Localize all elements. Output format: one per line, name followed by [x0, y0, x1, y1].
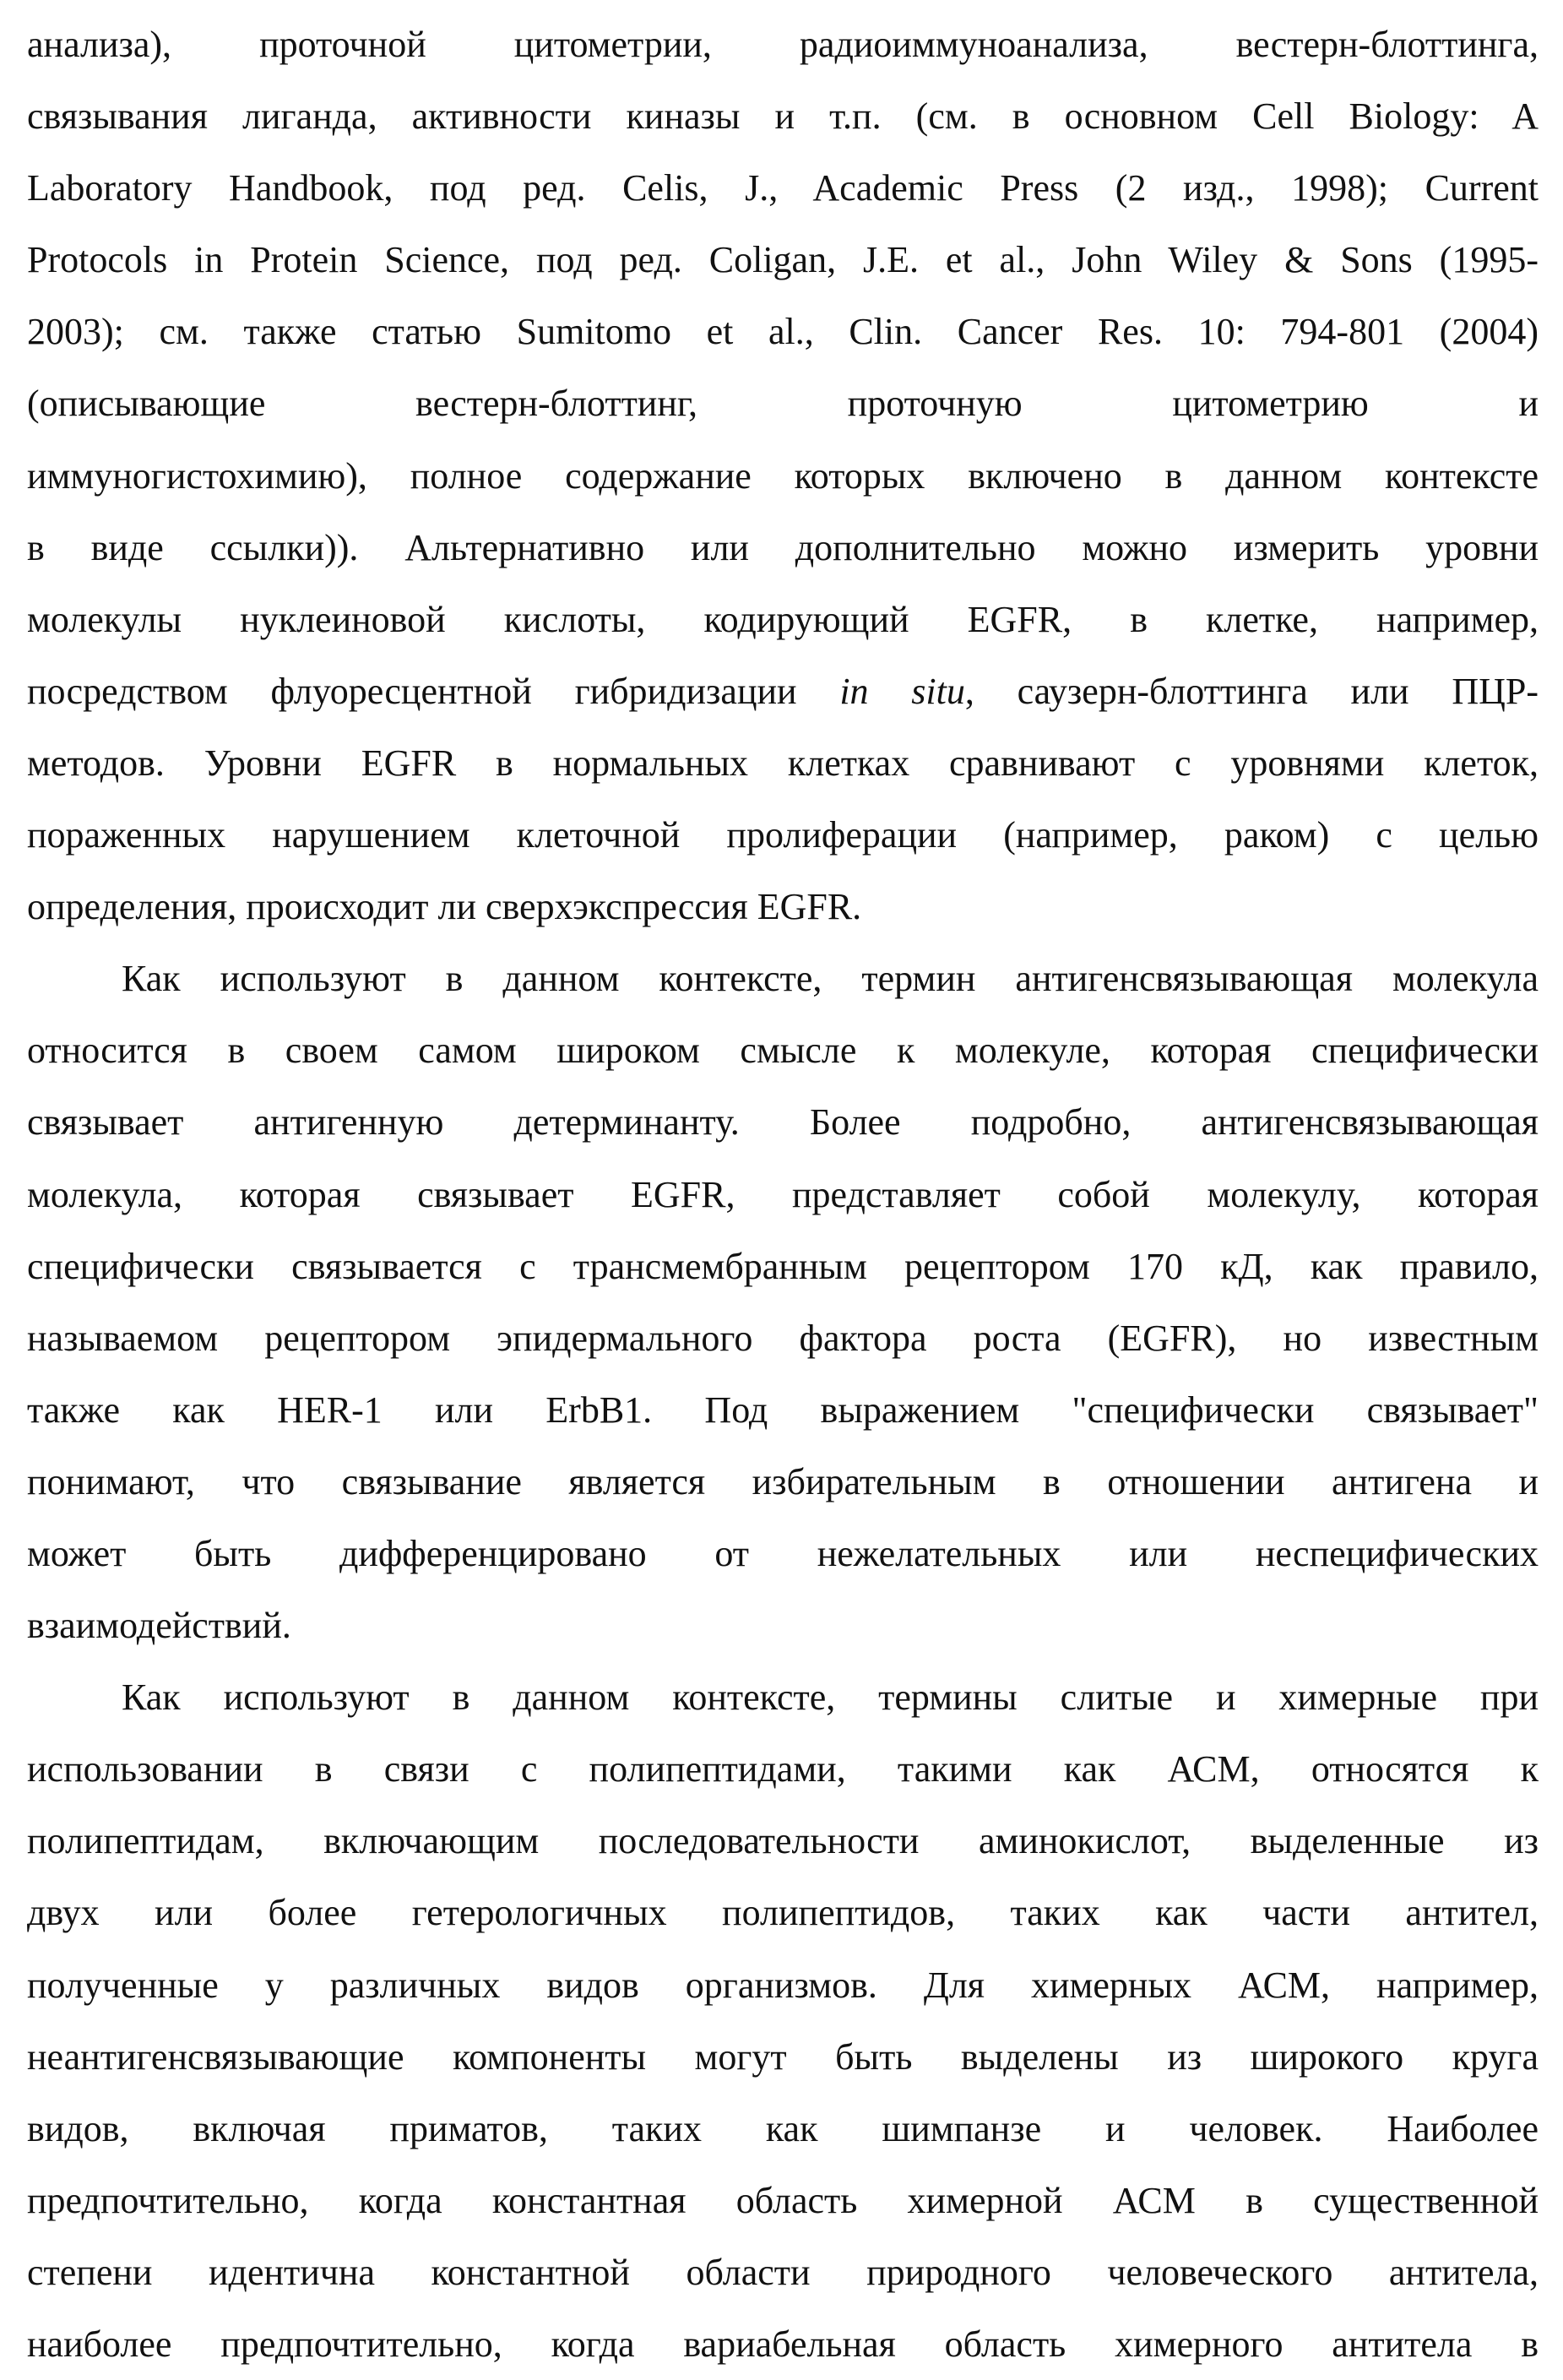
text-line: двух или более гетерологичных полипептидов, таких как части антител,	[27, 1877, 1539, 1948]
text-line: специфически связывается с трансмембранным рецептором 170 кД, как правило,	[27, 1231, 1539, 1302]
text-line: использовании в связи с полипептидами, такими как АСМ, относятся к	[27, 1733, 1539, 1805]
paragraph-1	[27, 8, 1539, 943]
text-line: связывает антигенную детерминанту. Более подробно, антигенсвязывающая	[27, 1086, 1539, 1158]
document-page	[27, 8, 1539, 2380]
text-line: Как используют в данном контексте, термины слитые и химерные при	[27, 1661, 1539, 1733]
text-line: может быть дифференцировано от нежелательных или неспецифических	[27, 1518, 1539, 1589]
text-segment: , саузерн-блоттинга или ПЦР-	[965, 671, 1539, 712]
text-line: 2003); см. также статью Sumitomo et al., Clin. Cancer Res. 10: 794-801 (2004)	[27, 296, 1539, 367]
text-line: методов. Уровни EGFR в нормальных клетках сравнивают с уровнями клеток,	[27, 727, 1539, 799]
text-line: также как HER-1 или ErbB1. Под выражением "специфически связывает"	[27, 1374, 1539, 1446]
text-line: понимают, что связывание является избирательным в отношении антигена и	[27, 1446, 1539, 1518]
text-line: в виде ссылки)). Альтернативно или дополнительно можно измерить уровни	[27, 512, 1539, 584]
text-line: анализа), проточной цитометрии, радиоиммуноанализа, вестерн-блоттинга,	[27, 8, 1539, 80]
text-line: пораженных нарушением клеточной пролиферации (например, раком) с целью	[27, 799, 1539, 871]
text-segment: посредством флуоресцентной гибридизации	[27, 671, 839, 712]
text-line: неантигенсвязывающие компоненты могут быть выделены из широкого круга	[27, 2021, 1539, 2093]
italic-term: in situ	[839, 671, 965, 712]
text-line: взаимодействий.	[27, 1589, 1539, 1661]
text-line: называемом рецептором эпидермального фактора роста (EGFR), но известным	[27, 1302, 1539, 1374]
text-line: Laboratory Handbook, под ред. Celis, J., Academic Press (2 изд., 1998); Current	[27, 152, 1539, 224]
text-line: молекула, которая связывает EGFR, представляет собой молекулу, которая	[27, 1159, 1539, 1231]
text-line: полипептидам, включающим последовательности аминокислот, выделенные из	[27, 1805, 1539, 1877]
text-line: относится в своем самом широком смысле к молекуле, которая специфически	[27, 1014, 1539, 1086]
text-line: предпочтительно, когда константная область химерной АСМ в существенной	[27, 2165, 1539, 2236]
text-line: иммуногистохимию), полное содержание которых включено в данном контексте	[27, 440, 1539, 512]
paragraph-3	[27, 1661, 1539, 2380]
paragraph-2	[27, 943, 1539, 1661]
text-line: определения, происходит ли сверхэкспрессия EGFR.	[27, 871, 1539, 943]
text-line: полученные у различных видов организмов. Для химерных АСМ, например,	[27, 1949, 1539, 2021]
text-line: Protocols in Protein Science, под ред. Coligan, J.E. et al., John Wiley & Sons (1995-	[27, 224, 1539, 296]
text-line: видов, включая приматов, таких как шимпанзе и человек. Наиболее	[27, 2093, 1539, 2165]
text-line	[27, 655, 1539, 727]
text-line: наиболее предпочтительно, когда вариабельная область химерного антитела в	[27, 2308, 1539, 2380]
text-line: степени идентична константной области природного человеческого антитела,	[27, 2236, 1539, 2308]
text-line: молекулы нуклеиновой кислоты, кодирующий EGFR, в клетке, например,	[27, 584, 1539, 655]
text-line: Как используют в данном контексте, термин антигенсвязывающая молекула	[27, 943, 1539, 1014]
text-line: (описывающие вестерн-блоттинг, проточную цитометрию и	[27, 367, 1539, 439]
text-line: связывания лиганда, активности киназы и т.п. (см. в основном Cell Biology: A	[27, 80, 1539, 152]
